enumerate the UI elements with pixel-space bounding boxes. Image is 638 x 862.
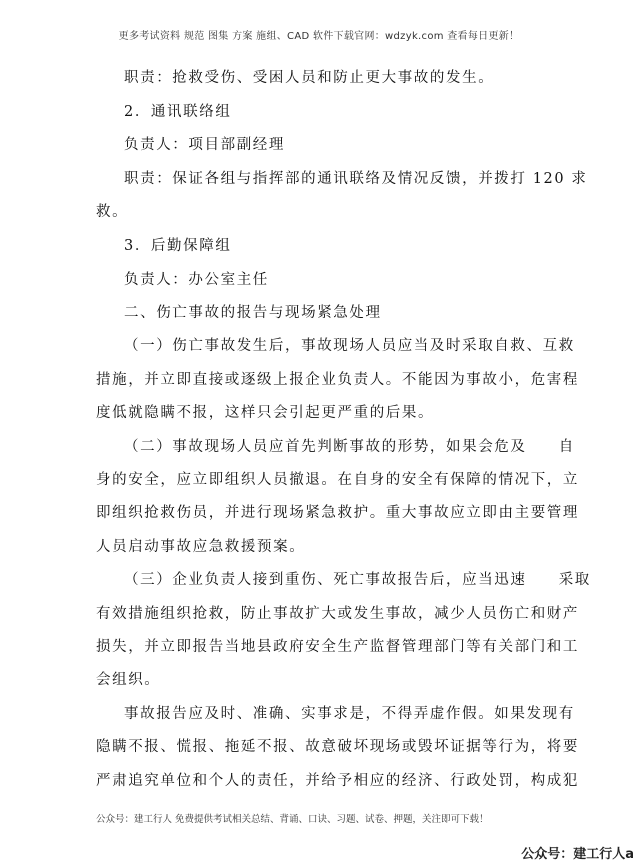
watermark-label: 公众号：建工行人a [521, 847, 634, 862]
page-footer: 公众号：建工行人 免费提供考试相关总结、背诵、口诀、习题、试卷、押题，关注即可下载！ [96, 814, 489, 825]
paragraph-line: 隐瞒不报、慌报、拖延不报、故意破坏现场或毁坏证据等行为，将要 [96, 739, 579, 755]
paragraph-line: 救。 [96, 204, 129, 220]
paragraph-line: 措施，并立即直接或逐级上报企业负责人。不能因为事故小，危害程 [96, 372, 579, 388]
paragraph-line: 即组织抢救伤员，并进行现场紧急救护。重大事故应立即由主要管理 [96, 505, 579, 521]
paragraph-line: 严肃追究单位和个人的责任，并给予相应的经济、行政处罚，构成犯 [96, 773, 579, 789]
paragraph-line: 职责：保证各组与指挥部的通讯联络及情况反馈，并拨打 120 求 [124, 171, 588, 187]
paragraph-line: （二）事故现场人员应首先判断事故的形势，如果会危及 自 [124, 439, 575, 455]
paragraph-line: （三）企业负责人接到重伤、死亡事故报告后，应当迅速 采取 [124, 572, 591, 588]
paragraph-line: 会组织。 [96, 672, 161, 688]
paragraph-line: 度低就隐瞒不报，这样只会引起更严重的后果。 [96, 405, 435, 421]
paragraph-line: 损失，并立即报告当地县政府安全生产监督管理部门等有关部门和工 [96, 639, 579, 655]
paragraph-line: 身的安全，应立即组织人员撤退。在自身的安全有保障的情况下，立 [96, 472, 579, 488]
section-heading: 2．通讯联络组 [124, 104, 232, 120]
section-heading: 二、伤亡事故的报告与现场紧急处理 [124, 305, 382, 321]
paragraph-line: 人员启动事故应急救援预案。 [96, 539, 306, 555]
paragraph-line: 有效措施组织抢救，防止事故扩大或发生事故，减少人员伤亡和财产 [96, 606, 579, 622]
paragraph-line: （一）伤亡事故发生后，事故现场人员应当及时采取自救、互救 [124, 338, 575, 354]
section-heading: 3．后勤保障组 [124, 238, 232, 254]
paragraph-line: 负责人：办公室主任 [124, 272, 269, 288]
paragraph-line: 事故报告应及时、准确、实事求是，不得弄虚作假。如果发现有 [124, 706, 575, 722]
page-header: 更多考试资料 规范 图集 方案 施组、CAD 软件下载官网：wdzyk.com 查看每日更新！ [118, 31, 520, 42]
paragraph-line: 职责：抢救受伤、受困人员和防止更大事故的发生。 [124, 70, 495, 86]
paragraph-line: 负责人：项目部副经理 [124, 137, 285, 153]
